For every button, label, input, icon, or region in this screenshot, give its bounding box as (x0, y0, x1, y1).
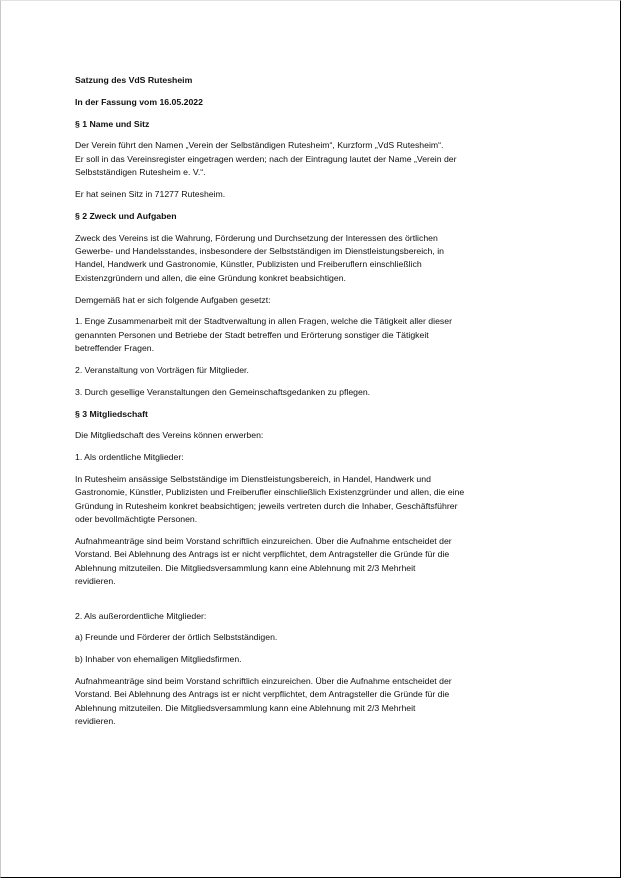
section-3-ordinary-admission: Aufnahmeanträge sind beim Vorstand schriftlich einzureichen. Über die Aufnahme entscheidet der Vorstand. Bei Ablehnung des Antrags ist er nicht verpflichtet, dem Antragsteller die Gründe für die Ablehnung mitzuteilen. Die Mitgliedsversammlung kann eine Ablehnung mit 2/3 Mehrheit revidieren. (75, 536, 452, 587)
section-2-task-3: 3. Durch gesellige Veranstaltungen den Gemeinschaftsgedanken zu pflegen. (75, 386, 371, 397)
section-1-paragraph-name: Der Verein führt den Namen „Verein der Selbständigen Rutesheim“, Kurzform „VdS Rutesheim“. Er soll in das Vereinsregister eingetragen werden; nach der Eintragung lautet der Name „Verein der Selbstständigen Rutesheim e. V.“. (75, 140, 457, 178)
section-2-paragraph-tasks-intro: Demgemäß hat er sich folgende Aufgaben gesetzt: (75, 294, 271, 305)
section-3-extraordinary-item-b: b) Inhaber von ehemaligen Mitgliedsfirmen. (75, 654, 242, 665)
section-3-intro: Die Mitgliedschaft des Vereins können erwerben: (75, 430, 264, 441)
section-3-extraordinary-item-a: a) Freunde und Förderer der örtlich Selbstständigen. (75, 632, 278, 643)
document-body (75, 74, 557, 737)
section-3-extraordinary-members-title: 2. Als außerordentliche Mitglieder: (75, 610, 207, 621)
section-3-ordinary-members-text: In Rutesheim ansässige Selbstständige im Dienstleistungsbereich, in Handel, Handwerk und Gastronomie, Künstler, Publizisten und Freiberufler einschließlich Existenzgründer und allen, die eine Gründung in Rutesheim konkret beabsichtigen; jeweils vertreten durch die Inhaber, Geschäftsführer oder bevollmächtigte Personen. (75, 474, 465, 525)
document-title: Satzung des VdS Rutesheim (75, 75, 193, 85)
section-2-heading: § 2 Zweck und Aufgaben (75, 210, 177, 221)
section-1-heading: § 1 Name und Sitz (75, 118, 150, 129)
section-1-paragraph-seat: Er hat seinen Sitz in 71277 Rutesheim. (75, 189, 226, 199)
section-2-task-1: 1. Enge Zusammenarbeit mit der Stadtverwaltung in allen Fragen, welche die Tätigkeit aller dieser genannten Personen und Betriebe der Stadt betreffen und Erörterung sonstiger die Tätigkeit betreffender Fragen. (75, 316, 452, 354)
section-2-paragraph-purpose: Zweck des Vereins ist die Wahrung, Förderung und Durchsetzung der Interessen des örtlichen Gewerbe- und Handelsstandes, insbesondere der Selbstständigen im Dienstleistungsbereich, in Handel, Handwerk und Gastronomie, Künstler, Publizisten und Freiberuflern einschließlich Existenzgründern und allen, die eine Gründung konkret beabsichtigen. (75, 232, 444, 283)
section-2-task-2: 2. Veranstaltung von Vorträgen für Mitglieder. (75, 365, 249, 376)
section-3-ordinary-members-title: 1. Als ordentliche Mitglieder: (75, 452, 184, 463)
section-3-heading: § 3 Mitgliedschaft (75, 408, 148, 419)
section-3-extraordinary-admission: Aufnahmeanträge sind beim Vorstand schriftlich einzureichen. Über die Aufnahme entscheidet der Vorstand. Bei Ablehnung des Antrags ist er nicht verpflichtet, dem Antragsteller die Gründe für die Ablehnung mitzuteilen. Die Mitgliedsversammlung kann eine Ablehnung mit 2/3 Mehrheit revidieren. (75, 676, 452, 727)
version-line: In der Fassung vom 16.05.2022 (75, 96, 203, 107)
